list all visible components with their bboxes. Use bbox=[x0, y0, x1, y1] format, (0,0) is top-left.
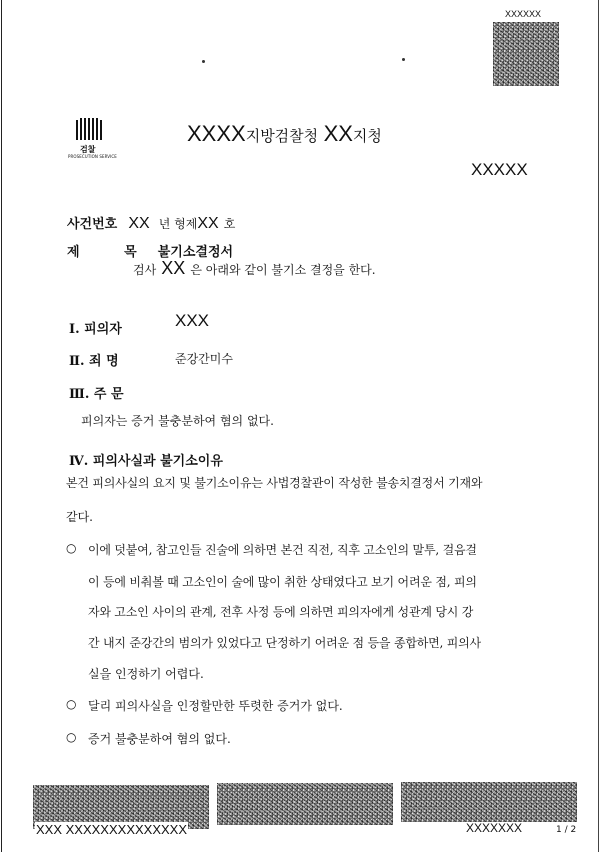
disposition-text: 피의자는 증거 불충분하여 혐의 없다. bbox=[81, 414, 274, 428]
bullet-1-icon: ○ bbox=[66, 541, 77, 555]
bullet-3-text: 증거 불충분하여 혐의 없다. bbox=[88, 732, 231, 746]
subject-label: 제 목 bbox=[67, 245, 157, 260]
bullet-2-icon: ○ bbox=[66, 697, 77, 711]
charge-name: 준강간미수 bbox=[175, 352, 233, 366]
subject-value: 불기소결정서 bbox=[157, 245, 234, 260]
section-4-body-line-1: 본건 피의사실의 요지 및 불기소이유는 사법경찰관이 작성한 불송치결정서 기재와 bbox=[66, 476, 483, 490]
bullet-1-line-1: 이에 덧붙여, 참고인들 진술에 의하면 본건 직전, 직후 고소인의 말투, 걸음걸 bbox=[88, 543, 477, 557]
punch-dot-right bbox=[402, 58, 405, 61]
page-number: 1 / 2 bbox=[556, 825, 577, 835]
scan-edge-left bbox=[1, 0, 2, 852]
case-number-mid: 년 형제 bbox=[158, 217, 198, 231]
suspect-name: XXX bbox=[175, 311, 210, 330]
bullet-1-line-2: 이 등에 비춰볼 때 고소인이 술에 많이 취한 상태였다고 보기 어려운 점, 피의 bbox=[88, 575, 477, 589]
bullet-3-icon: ○ bbox=[66, 730, 77, 744]
case-number-suffix: 호 bbox=[223, 217, 236, 231]
section-4-body-line-2: 같다. bbox=[66, 510, 93, 524]
title-office: 지방검찰청 bbox=[245, 127, 319, 145]
bullet-1-line-5: 실을 인정하기 어렵다. bbox=[88, 667, 204, 681]
bullet-1-line-4: 간 내지 준강간의 범의가 있었다고 단정하기 어려운 점 등을 종합하면, 피의사 bbox=[88, 636, 481, 650]
footer-right-code: XXXXXXX bbox=[466, 821, 523, 835]
prosecutor-name: XX bbox=[161, 258, 186, 278]
section-2-label: Ⅱ. 죄 명 bbox=[69, 354, 119, 369]
title-branch-name: XX bbox=[323, 121, 353, 146]
redacted-top-code: XXXXXX bbox=[505, 9, 542, 19]
bullet-2-text: 달리 피의사실을 인정할만한 뚜렷한 증거가 없다. bbox=[88, 699, 343, 713]
section-3-label: Ⅲ. 주 문 bbox=[69, 387, 124, 402]
scan-edge-right bbox=[598, 0, 599, 852]
redaction-block-footer-right bbox=[401, 782, 577, 822]
logo-emblem-icon bbox=[76, 118, 102, 140]
case-number-value-b: XX bbox=[197, 215, 219, 232]
section-4-label: Ⅳ. 피의사실과 불기소이유 bbox=[69, 454, 223, 469]
section-1-label: Ⅰ. 피의자 bbox=[69, 322, 122, 337]
footer-left-code: XXX XXXXXXXXXXXXXX bbox=[36, 822, 188, 837]
case-number-row bbox=[67, 213, 235, 233]
title-branch: 지청 bbox=[352, 127, 382, 145]
case-number-value-a: XX bbox=[128, 215, 150, 232]
intro-suffix: 은 아래와 같이 불기소 결정을 한다. bbox=[190, 263, 376, 277]
document-title bbox=[187, 121, 382, 147]
punch-dot-left bbox=[202, 60, 205, 63]
title-office-name: XXXX bbox=[187, 121, 246, 146]
logo-subtitle: PROSECUTION SERVICE bbox=[68, 154, 117, 159]
intro-prefix: 검사 bbox=[133, 263, 157, 277]
header-right-code: XXXXX bbox=[471, 160, 528, 179]
case-number-label: 사건번호 bbox=[67, 217, 118, 232]
logo-text: 검찰 bbox=[80, 145, 96, 154]
intro-row bbox=[133, 258, 376, 279]
redaction-block-top bbox=[493, 22, 559, 86]
redaction-block-footer-center bbox=[217, 783, 393, 825]
bullet-1-line-3: 자와 고소인 사이의 관계, 전후 사정 등에 의하면 피의자에게 성관계 당시 강 bbox=[88, 605, 474, 619]
